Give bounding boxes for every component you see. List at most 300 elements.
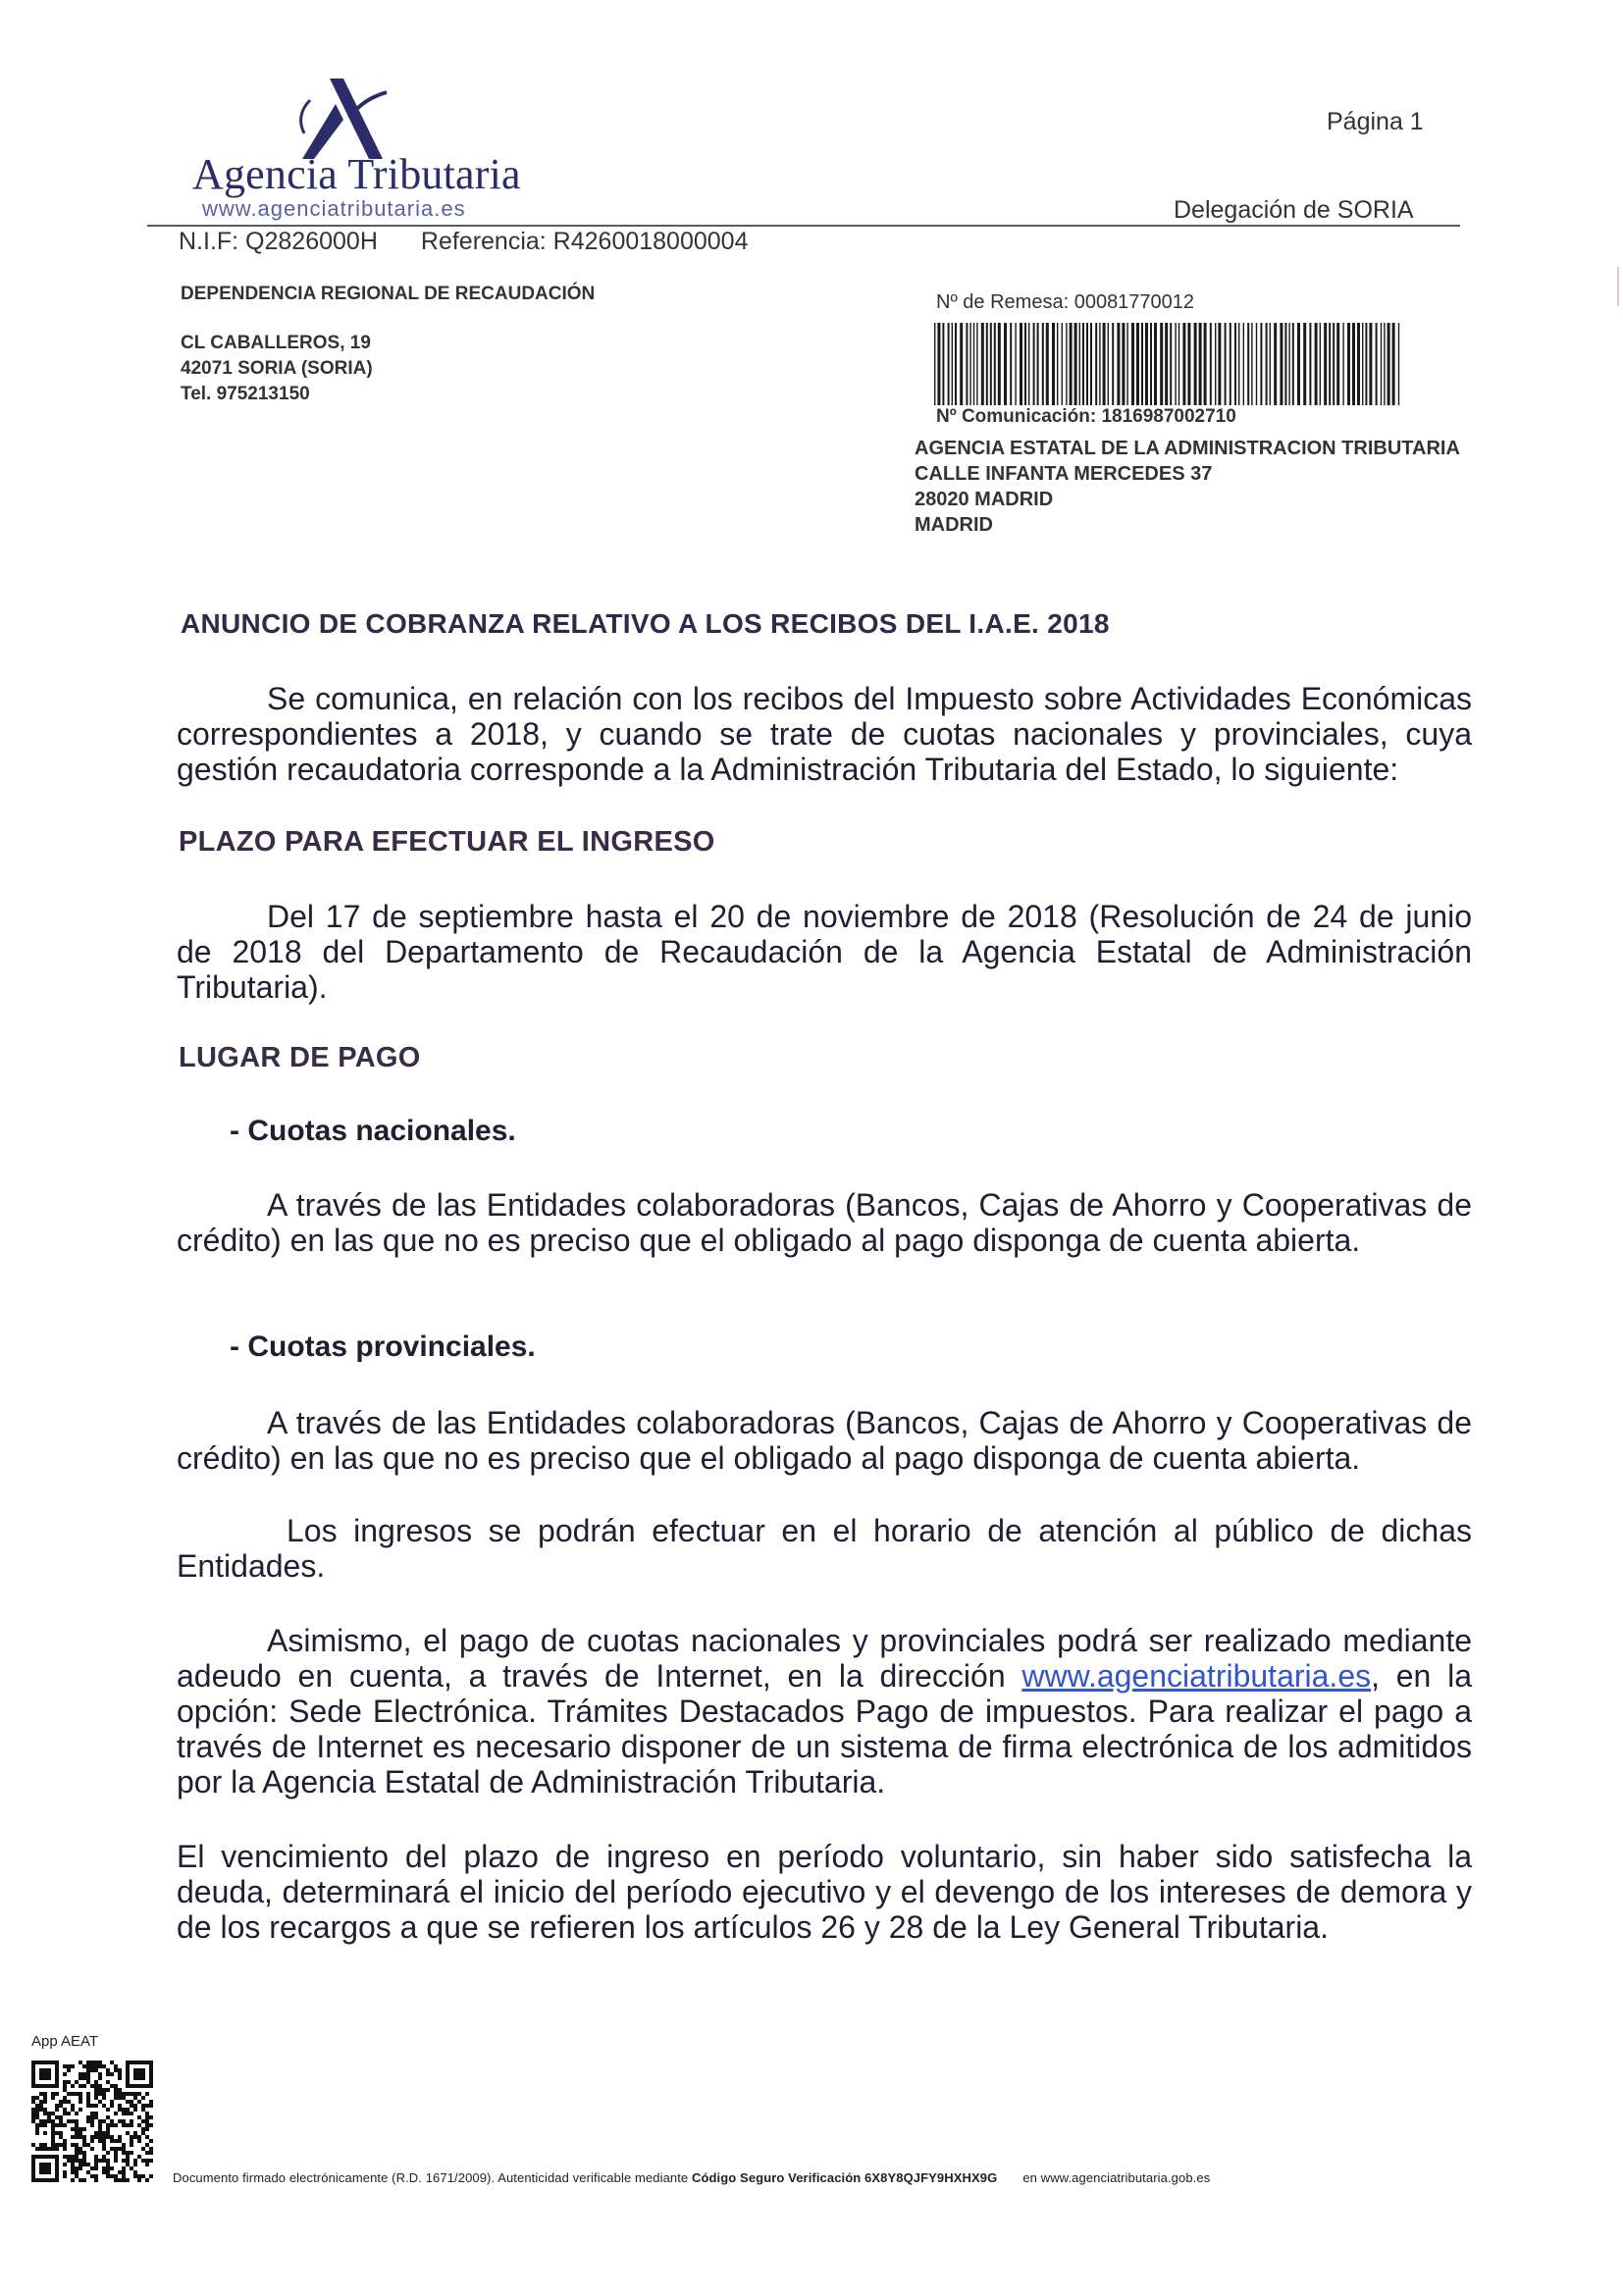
barcode-bar: [960, 323, 963, 405]
qr-module: [82, 2127, 86, 2131]
barcode-bar: [1117, 323, 1120, 405]
qr-module: [90, 2135, 94, 2139]
qr-module: [102, 2088, 106, 2092]
barcode-bar: [1384, 323, 1385, 405]
barcode-bar: [1074, 323, 1077, 405]
qr-module: [106, 2170, 110, 2174]
qr-module: [106, 2088, 110, 2092]
qr-module: [63, 2170, 67, 2174]
qr-module: [141, 2108, 145, 2112]
barcode-bar: [1329, 323, 1331, 405]
qr-module: [75, 2092, 79, 2096]
qr-module: [43, 2143, 47, 2147]
qr-module: [137, 2178, 141, 2182]
plazo-text: Del 17 de septiembre hasta el 20 de noviembre de 2018 (Resolución de 24 de junio de 2018 del Departamento de Recaudación de la Agencia Estatal de Administración Tributaria).: [177, 899, 1472, 1005]
qr-module: [39, 2092, 43, 2096]
qr-module: [82, 2135, 86, 2139]
qr-module: [106, 2080, 110, 2084]
barcode-bar: [1131, 323, 1134, 405]
qr-module: [31, 2100, 35, 2104]
recipient-line1: AGENCIA ESTATAL DE LA ADMINISTRACION TRIBUTARIA: [915, 438, 1460, 459]
qr-module: [102, 2135, 106, 2139]
qr-module: [67, 2068, 71, 2072]
qr-module: [75, 2155, 79, 2159]
qr-module: [79, 2092, 82, 2096]
qr-module: [145, 2119, 149, 2123]
barcode-bar: [1309, 323, 1311, 405]
qr-code-icon[interactable]: [31, 2061, 153, 2182]
qr-module: [126, 2123, 130, 2127]
app-aeat-label: App AEAT: [31, 2033, 99, 2050]
agencia-tributaria-link[interactable]: www.agenciatributaria.es: [1021, 1658, 1372, 1694]
qr-module: [126, 2155, 130, 2159]
barcode-bar: [1136, 323, 1139, 405]
barcode-bar: [1225, 323, 1227, 405]
qr-module: [39, 2104, 43, 2108]
barcode-bar: [1336, 323, 1339, 405]
qr-module: [86, 2061, 90, 2064]
qr-module: [133, 2104, 137, 2108]
horario-paragraph: [177, 1513, 1472, 1584]
barcode-bar: [1369, 323, 1372, 405]
qr-module: [90, 2174, 94, 2178]
barcode-bar: [1015, 323, 1016, 405]
logo-name: Agencia Tributaria: [192, 150, 521, 198]
qr-module: [137, 2135, 141, 2139]
qr-module: [43, 2096, 47, 2100]
qr-module: [133, 2096, 137, 2100]
barcode-bar: [1266, 323, 1268, 405]
comunicacion-number: Nº Comunicación: 1816987002710: [936, 406, 1236, 427]
barcode-bar: [1251, 323, 1252, 405]
qr-module: [106, 2127, 110, 2131]
qr-module: [149, 2174, 153, 2178]
qr-module: [35, 2131, 39, 2135]
qr-module: [102, 2139, 106, 2143]
qr-module: [90, 2084, 94, 2088]
qr-module: [59, 2143, 63, 2147]
qr-module: [47, 2147, 51, 2151]
qr-module: [71, 2178, 75, 2182]
qr-module: [98, 2092, 102, 2096]
qr-module: [122, 2178, 126, 2182]
qr-module: [122, 2151, 126, 2155]
barcode-bar: [1141, 323, 1143, 405]
qr-module: [98, 2135, 102, 2139]
barcode-bar: [1204, 323, 1207, 405]
qr-module: [75, 2174, 79, 2178]
qr-module: [67, 2092, 71, 2096]
qr-module: [114, 2151, 118, 2155]
barcode-bar: [1352, 323, 1355, 405]
barcode-bar: [1160, 323, 1163, 405]
qr-module: [133, 2131, 137, 2135]
qr-module: [75, 2135, 79, 2139]
qr-module: [110, 2135, 114, 2139]
qr-module: [94, 2092, 98, 2096]
qr-module: [110, 2100, 114, 2104]
internet-text: [177, 1623, 1472, 1800]
qr-module: [63, 2096, 67, 2100]
qr-module: [145, 2178, 149, 2182]
qr-module: [110, 2139, 114, 2143]
barcode-bar: [1215, 323, 1216, 405]
qr-module: [86, 2096, 90, 2100]
qr-module: [51, 2135, 55, 2139]
qr-module: [82, 2159, 86, 2163]
qr-module: [94, 2178, 98, 2182]
qr-module: [94, 2174, 98, 2178]
qr-module: [51, 2119, 55, 2123]
qr-module: [114, 2096, 118, 2100]
qr-module: [59, 2123, 63, 2127]
qr-module: [145, 2104, 149, 2108]
qr-module: [98, 2076, 102, 2080]
qr-module: [126, 2112, 130, 2115]
qr-module: [102, 2096, 106, 2100]
qr-module: [75, 2127, 79, 2131]
barcode-bar: [1256, 323, 1257, 405]
qr-module: [149, 2100, 153, 2104]
qr-module: [55, 2108, 59, 2112]
qr-module: [86, 2163, 90, 2166]
qr-module: [106, 2174, 110, 2178]
qr-module: [75, 2151, 79, 2155]
sender-address-block: [181, 282, 595, 407]
qr-module: [43, 2131, 47, 2135]
qr-module: [110, 2147, 114, 2151]
qr-module: [59, 2131, 63, 2135]
qr-module: [110, 2061, 114, 2064]
qr-module: [75, 2159, 79, 2163]
qr-module: [79, 2100, 82, 2104]
qr-module: [145, 2135, 149, 2139]
qr-module: [149, 2115, 153, 2119]
qr-module: [51, 2139, 55, 2143]
qr-module: [98, 2084, 102, 2088]
qr-module: [106, 2163, 110, 2166]
barcode-bar: [1090, 323, 1092, 405]
qr-module: [110, 2166, 114, 2170]
qr-module: [141, 2131, 145, 2135]
qr-module: [114, 2088, 118, 2092]
qr-module: [79, 2178, 82, 2182]
qr-module: [35, 2115, 39, 2119]
qr-module: [110, 2123, 114, 2127]
qr-module: [130, 2123, 133, 2127]
barcode-bar: [952, 323, 953, 405]
qr-module: [51, 2131, 55, 2135]
barcode-bar: [1292, 323, 1294, 405]
qr-module: [114, 2123, 118, 2127]
barcode-bar: [1247, 323, 1249, 405]
qr-module: [118, 2068, 122, 2072]
qr-module: [86, 2076, 90, 2080]
barcode-bar: [1194, 323, 1197, 405]
barcode-bar: [1057, 323, 1058, 405]
qr-module: [75, 2170, 79, 2174]
qr-module: [55, 2147, 59, 2151]
qr-module: [79, 2135, 82, 2139]
qr-module: [63, 2100, 67, 2104]
barcode-bar: [1234, 323, 1236, 405]
qr-module: [122, 2166, 126, 2170]
qr-module: [63, 2088, 67, 2092]
barcode-bar: [1218, 323, 1221, 405]
barcode-bar: [1170, 323, 1172, 405]
qr-module: [55, 2104, 59, 2108]
qr-module: [145, 2123, 149, 2127]
scan-edge-mark: [1617, 267, 1619, 306]
barcode-bar: [1230, 323, 1231, 405]
barcode-bar: [1062, 323, 1063, 405]
qr-module: [102, 2119, 106, 2123]
barcode-bar: [1320, 323, 1321, 405]
footer-csv-code: Código Seguro Verificación 6X8Y8QJFY9HXHX9G: [691, 2170, 998, 2185]
barcode-bar: [976, 323, 977, 405]
recipient-line4: MADRID: [915, 514, 993, 536]
qr-module: [149, 2159, 153, 2163]
qr-module: [51, 2127, 55, 2131]
qr-module: [94, 2131, 98, 2135]
qr-module: [122, 2112, 126, 2115]
qr-module: [59, 2100, 63, 2104]
qr-module: [51, 2112, 55, 2115]
qr-module: [122, 2092, 126, 2096]
qr-module: [39, 2108, 43, 2112]
qr-module: [106, 2135, 110, 2139]
qr-module: [59, 2104, 63, 2108]
qr-module: [130, 2166, 133, 2170]
qr-module: [137, 2123, 141, 2127]
qr-module: [145, 2143, 149, 2147]
vencimiento-paragraph: [177, 1839, 1472, 1945]
qr-module: [75, 2123, 79, 2127]
barcode-bar: [1165, 323, 1168, 405]
qr-module: [86, 2100, 90, 2104]
qr-module: [75, 2131, 79, 2135]
qr-module: [133, 2170, 137, 2174]
qr-module: [31, 2108, 35, 2112]
barcode-bar: [1042, 323, 1044, 405]
qr-module: [67, 2119, 71, 2123]
qr-module: [90, 2123, 94, 2127]
barcode-bar: [1187, 323, 1190, 405]
qr-module: [86, 2143, 90, 2147]
qr-module: [39, 2143, 43, 2147]
qr-module: [71, 2170, 75, 2174]
qr-module: [75, 2147, 79, 2151]
qr-module: [141, 2147, 145, 2151]
qr-module: [79, 2061, 82, 2064]
qr-module: [102, 2092, 106, 2096]
qr-module: [59, 2119, 63, 2123]
qr-module: [67, 2100, 71, 2104]
qr-module: [106, 2159, 110, 2163]
qr-module: [137, 2174, 141, 2178]
qr-module: [106, 2151, 110, 2155]
qr-module: [63, 2112, 67, 2115]
qr-module: [79, 2072, 82, 2076]
barcode-bar: [1150, 323, 1152, 405]
qr-module: [114, 2064, 118, 2068]
qr-module: [47, 2119, 51, 2123]
barcode-bar: [969, 323, 970, 405]
qr-module: [51, 2123, 55, 2127]
barcode-bar: [1243, 323, 1244, 405]
qr-module: [126, 2163, 130, 2166]
qr-module: [145, 2163, 149, 2166]
qr-module: [118, 2072, 122, 2076]
qr-module: [122, 2143, 126, 2147]
qr-module: [141, 2159, 145, 2163]
qr-module: [82, 2064, 86, 2068]
qr-module: [133, 2092, 137, 2096]
qr-module: [118, 2076, 122, 2080]
barcode-bar: [1122, 323, 1125, 405]
qr-module: [122, 2123, 126, 2127]
barcode-bar: [1046, 323, 1049, 405]
qr-module: [82, 2076, 86, 2080]
reference-value: Referencia: R4260018000004: [420, 228, 749, 255]
qr-module: [31, 2119, 35, 2123]
qr-module: [149, 2104, 153, 2108]
qr-module: [79, 2166, 82, 2170]
qr-module: [130, 2135, 133, 2139]
qr-module: [98, 2100, 102, 2104]
qr-module: [71, 2166, 75, 2170]
qr-module: [118, 2135, 122, 2139]
document-title: ANUNCIO DE COBRANZA RELATIVO A LOS RECIBOS DEL I.A.E. 2018: [181, 608, 1110, 639]
qr-module: [110, 2174, 114, 2178]
qr-module: [55, 2131, 59, 2135]
barcode-bar: [1376, 323, 1378, 405]
qr-module: [71, 2143, 75, 2147]
nacionales-heading: - Cuotas nacionales.: [230, 1115, 516, 1147]
qr-module: [43, 2123, 47, 2127]
footer-signature: [173, 2170, 1210, 2185]
qr-module: [86, 2104, 90, 2108]
qr-module: [35, 2108, 39, 2112]
barcode-bar: [1238, 323, 1239, 405]
provinciales-heading: - Cuotas provinciales.: [230, 1331, 536, 1363]
qr-module: [82, 2072, 86, 2076]
internet-text-before: Asimismo, el pago de cuotas nacionales y provinciales podrá ser realizado mediante adeudo en cuenta, a través de Internet, en la dirección: [177, 1623, 1472, 1694]
plazo-heading: PLAZO PARA EFECTUAR EL INGRESO: [179, 826, 715, 858]
qr-module: [98, 2159, 102, 2163]
qr-module: [94, 2155, 98, 2159]
qr-module: [63, 2163, 67, 2166]
qr-module: [98, 2139, 102, 2143]
qr-module: [79, 2084, 82, 2088]
qr-module: [90, 2115, 94, 2119]
qr-module: [106, 2166, 110, 2170]
qr-module: [63, 2064, 67, 2068]
qr-module: [79, 2096, 82, 2100]
barcode-bar: [1392, 323, 1395, 405]
provinciales-paragraph: [177, 1405, 1472, 1476]
barcode-bar: [1210, 323, 1212, 405]
qr-module: [55, 2143, 59, 2147]
qr-module: [94, 2112, 98, 2115]
qr-module: [141, 2174, 145, 2178]
barcode-bar: [1024, 323, 1026, 405]
qr-module: [118, 2108, 122, 2112]
qr-module: [67, 2155, 71, 2159]
qr-module: [71, 2084, 75, 2088]
qr-module: [133, 2108, 137, 2112]
qr-module: [149, 2151, 153, 2155]
qr-module: [114, 2112, 118, 2115]
qr-module: [110, 2072, 114, 2076]
qr-module: [35, 2147, 39, 2151]
qr-module: [110, 2084, 114, 2088]
qr-module: [71, 2104, 75, 2108]
barcode-bar: [1288, 323, 1289, 405]
qr-module: [141, 2127, 145, 2131]
barcode-bar: [1020, 323, 1022, 405]
provinciales-text: A través de las Entidades colaboradoras (Bancos, Cajas de Ahorro y Cooperativas de crédito) en las que no es preciso que el obligado al pago disponga de cuenta abierta.: [177, 1405, 1472, 1476]
qr-module: [122, 2119, 126, 2123]
qr-module: [75, 2080, 79, 2084]
barcode-bar: [994, 323, 996, 405]
qr-module: [118, 2096, 122, 2100]
barcode-bar: [1028, 323, 1029, 405]
qr-module: [94, 2068, 98, 2072]
qr-module: [82, 2163, 86, 2166]
qr-module: [114, 2159, 118, 2163]
spacer: [181, 307, 595, 331]
qr-module: [137, 2115, 141, 2119]
qr-module: [118, 2139, 122, 2143]
qr-module: [130, 2100, 133, 2104]
barcode-bar: [1095, 323, 1097, 405]
qr-module: [71, 2155, 75, 2159]
qr-finder-core: [39, 2068, 51, 2080]
qr-module: [71, 2108, 75, 2112]
recipient-line2: CALLE INFANTA MERCEDES 37: [915, 463, 1213, 485]
qr-module: [79, 2127, 82, 2131]
internet-text-after: , en la opción: Sede Electrónica. Trámites Destacados Pago de impuestos. Para realizar el pago a través de Internet es necesario disponer de un sistema de firma electrónica de los admitidos por la Agencia Estatal de Administración Tributaria.: [177, 1658, 1473, 1800]
qr-module: [47, 2112, 51, 2115]
qr-module: [126, 2100, 130, 2104]
barcode-bar: [986, 323, 988, 405]
barcode-bar: [1010, 323, 1012, 405]
barcode-bar: [1079, 323, 1080, 405]
qr-module: [133, 2174, 137, 2178]
barcode-bar: [1284, 323, 1286, 405]
qr-module: [102, 2170, 106, 2174]
delegation-label: Delegación de SORIA: [1174, 196, 1414, 224]
qr-module: [114, 2092, 118, 2096]
qr-module: [75, 2143, 79, 2147]
barcode-bar: [1362, 323, 1363, 405]
barcode-bar: [1108, 323, 1109, 405]
qr-module: [102, 2104, 106, 2108]
qr-module: [126, 2092, 130, 2096]
qr-module: [82, 2178, 86, 2182]
qr-module: [63, 2084, 67, 2088]
internet-paragraph: [177, 1623, 1472, 1800]
qr-module: [35, 2096, 39, 2100]
qr-module: [114, 2155, 118, 2159]
qr-module: [94, 2104, 98, 2108]
qr-module: [79, 2159, 82, 2163]
header-divider: [147, 225, 1460, 227]
qr-module: [90, 2104, 94, 2108]
qr-module: [130, 2143, 133, 2147]
qr-module: [122, 2096, 126, 2100]
